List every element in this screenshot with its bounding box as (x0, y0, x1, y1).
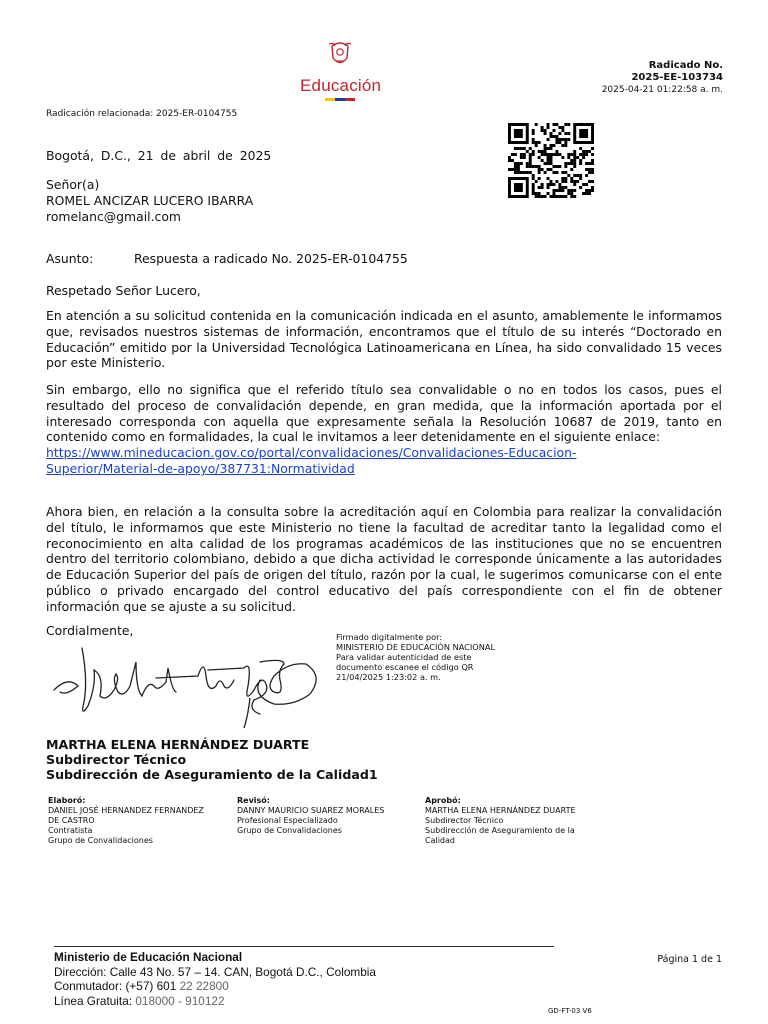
aprobo-line: Calidad (425, 836, 455, 845)
qr-code[interactable] (508, 123, 594, 198)
ministry-logo (300, 40, 380, 101)
digital-signature-note (336, 632, 495, 682)
radicado-datetime: 2025-04-21 01:22:58 a. m. (601, 85, 723, 95)
handwritten-signature (48, 640, 328, 735)
coat-of-arms-icon (327, 40, 353, 70)
signer-office: Subdirección de Aseguramiento de la Calidad1 (46, 767, 378, 782)
aprobo-line: Subdirección de Aseguramiento de la (425, 826, 575, 835)
footer-org: Ministerio de Educación Nacional (54, 950, 243, 964)
reviso-line: Grupo de Convalidaciones (237, 826, 342, 835)
elaboro-label: Elaboró: (48, 796, 86, 805)
signer-name: MARTHA ELENA HERNÁNDEZ DUARTE (46, 737, 310, 752)
sig-line: Firmado digitalmente por: (336, 632, 443, 642)
recipient-email: romelanc@gmail.com (46, 209, 182, 224)
sig-line: Para validar autenticidad de este (336, 652, 472, 662)
greeting: Respetado Señor Lucero, (46, 283, 201, 298)
subject-label: Asunto: (46, 251, 94, 266)
recipient-name: ROMEL ANCIZAR LUCERO IBARRA (46, 193, 254, 208)
logo-text: Educación (300, 76, 382, 95)
sig-line: documento escanee el código QR (336, 662, 474, 672)
reviso-line: Profesional Especializado (237, 816, 338, 825)
resolution-link[interactable]: https://www.mineducacion.gov.co/portal/convalidaciones/Convalidaciones-Educacion- Superior/Material-de-apoyo/387731:Normatividad (46, 445, 577, 476)
footer-divider (54, 946, 554, 947)
related-radicado: Radicación relacionada: 2025-ER-0104755 (46, 109, 238, 119)
signer-block (46, 737, 378, 782)
paragraph-2-text: Sin embargo, ello no significa que el referido título sea convalidable o no en todos los casos, pues el resultado del proceso de convalidación depende, en gran medida, que la información aportada por el interesado corresponda con aquella que expresamente señala la Resolución 10687 de 2019, tanto en contenido como en formalidades, la cual le invitamos a leer detenidamente en el siguiente enlace: (46, 382, 722, 445)
radicado-block (602, 60, 723, 96)
date-line: Bogotá, D.C., 21 de abril de 2025 (46, 148, 272, 163)
elaboro-column (48, 796, 233, 846)
radicado-label: Radicado No. (648, 60, 723, 71)
reviso-column (237, 796, 422, 836)
elaboro-line: DE CASTRO (48, 816, 95, 825)
flag-stripe (325, 98, 355, 101)
radicado-number: 2025-EE-103734 (631, 72, 723, 83)
closing: Cordialmente, (46, 623, 134, 638)
aprobo-column (425, 796, 610, 846)
document-code: GD-FT-03 V6 (548, 1007, 592, 1015)
paragraph-2 (46, 382, 722, 477)
footer-phone: Conmutador: (+57) 601 22 22800 (54, 979, 229, 993)
signer-title: Subdirector Técnico (46, 752, 187, 767)
footer-free-line: Línea Gratuita: 018000 - 910122 (54, 993, 225, 1008)
aprobo-label: Aprobó: (425, 796, 461, 805)
paragraph-3: Ahora bien, en relación a la consulta sobre la acreditación aquí en Colombia para realizar la convalidación del título, le informamos que este Ministerio no tiene la facultad de acreditar tanto la legalidad como el reconocimiento en alta calidad de los programas académicos de las instituciones que no se encuentren dentro del territorio colombiano, debido a que dicha actividad le corresponde únicamente a las autoridades de Educación Superior del país de origen del título, razón por la cual, le sugerimos comunicarse con el ente público o privado encargado del control educativo del país correspondiente con el fin de obtener información que se ajuste a su solicitud. (46, 504, 722, 614)
subject-text: Respuesta a radicado No. 2025-ER-0104755 (134, 251, 408, 266)
aprobo-line: MARTHA ELENA HERNÁNDEZ DUARTE (425, 806, 576, 815)
elaboro-line: Contratista (48, 826, 93, 835)
sig-line: MINISTERIO DE EDUCACIÓN NACIONAL (336, 642, 496, 652)
page-number: Página 1 de 1 (657, 954, 722, 965)
reviso-line: DANNY MAURICIO SUAREZ MORALES (237, 806, 385, 815)
aprobo-line: Subdirector Técnico (425, 816, 504, 825)
footer-address: Dirección: Calle 43 No. 57 – 14. CAN, Bogotá D.C., Colombia (54, 964, 376, 979)
recipient-title: Señor(a) (46, 177, 100, 192)
recipient-block (46, 177, 253, 225)
elaboro-line: Grupo de Convalidaciones (48, 836, 153, 845)
paragraph-1: En atención a su solicitud contenida en la comunicación indicada en el asunto, amablemente le informamos que, revisados nuestros sistemas de información, encontramos que el título de su interés “Doctorado en Educación” emitido por la Universidad Tecnológica Latinoamericana en Línea, ha sido convalidado 15 veces por este Ministerio. (46, 308, 722, 371)
footer-block (54, 950, 376, 1008)
elaboro-line: DANIEL JOSÉ HERNANDEZ FERNANDEZ (48, 806, 204, 815)
sig-line: 21/04/2025 1:23:02 a. m. (336, 672, 441, 682)
reviso-label: Revisó: (237, 796, 270, 805)
